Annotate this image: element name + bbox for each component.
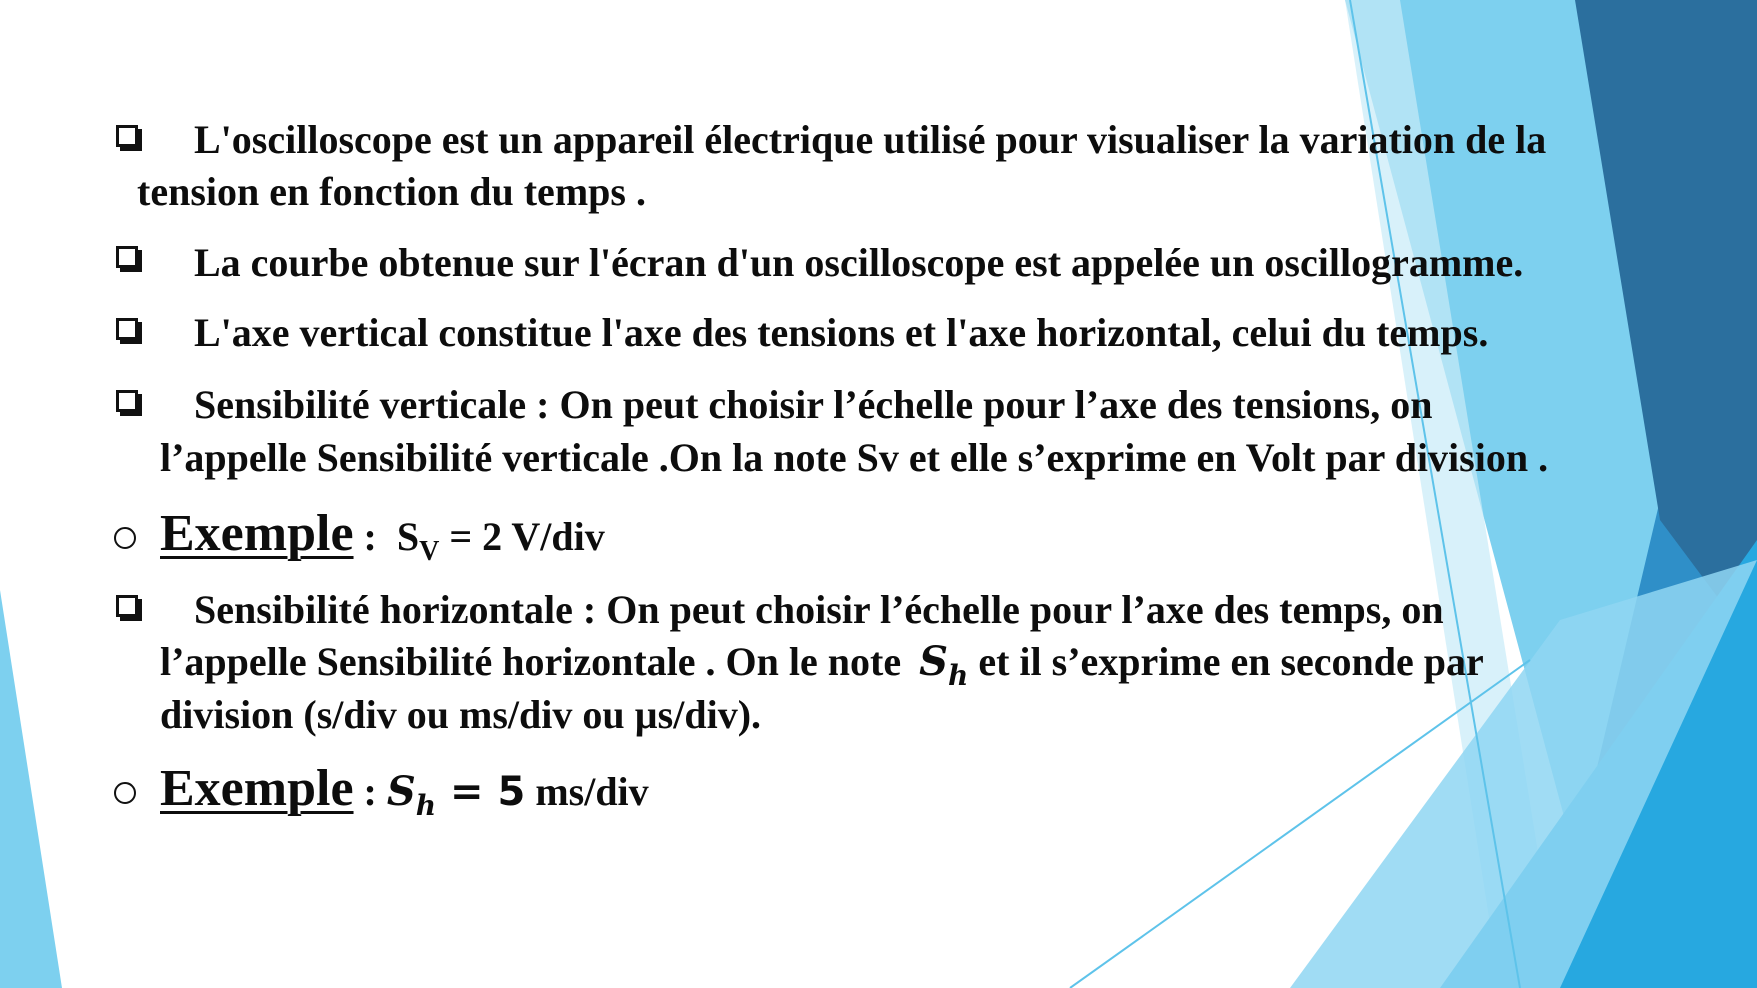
example-1-label: Exemple: [160, 505, 354, 562]
circle-bullet-icon: [114, 527, 136, 549]
example-1-subscript: V: [419, 535, 440, 567]
bullet-1-line-2: tension en fonction du temps .: [137, 169, 646, 214]
square-bullet-icon: [116, 318, 138, 340]
bullet-5-line-2-head: l’appelle Sensibilité horizontale . On le note: [160, 639, 912, 684]
square-bullet-icon: [116, 390, 138, 412]
example-1: [160, 505, 605, 567]
example-1-symbol: S: [396, 514, 420, 559]
example-2-label: Exemple: [160, 760, 354, 817]
example-2-symbol: S: [386, 768, 416, 815]
example-1-value: = 2 V/div: [439, 514, 605, 559]
example-2-separator: :: [353, 769, 387, 814]
bullet-1-line-1: L'oscilloscope est un appareil électrique utilisé pour visualiser la variation de la: [194, 117, 1547, 162]
example-2: [160, 760, 649, 822]
bullet-5-line-3: division (s/div ou ms/div ou µs/div).: [160, 692, 762, 737]
bullet-3-line-1: L'axe vertical constitue l'axe des tensions et l'axe horizontal, celui du temps.: [194, 310, 1489, 355]
example-2-value-unit: ms/div: [525, 769, 649, 814]
bullet-2-line-1: La courbe obtenue sur l'écran d'un oscilloscope est appelée un oscillogramme.: [194, 240, 1524, 285]
square-bullet-icon: [116, 125, 138, 147]
bullet-5-subscript: h: [947, 658, 969, 692]
bullet-5-line-2-tail: et il s’exprime en seconde par: [968, 639, 1484, 684]
bullet-5-symbol: S: [919, 638, 948, 685]
square-bullet-icon: [116, 246, 138, 268]
square-bullet-icon: [116, 595, 138, 617]
bullet-4-line-1: Sensibilité verticale : On peut choisir l’échelle pour l’axe des tensions, on: [194, 382, 1433, 427]
example-1-separator: :: [353, 514, 397, 559]
example-2-subscript: h: [415, 788, 437, 822]
circle-bullet-icon: [114, 782, 136, 804]
bullet-5-line-2: [160, 638, 1484, 692]
bullet-5-line-1: Sensibilité horizontale : On peut choisir l’échelle pour l’axe des temps, on: [194, 587, 1444, 632]
bullet-4-line-2: l’appelle Sensibilité verticale .On la note Sv et elle s’exprime en Volt par division .: [160, 435, 1549, 480]
example-2-value-number: = 5: [436, 769, 526, 815]
